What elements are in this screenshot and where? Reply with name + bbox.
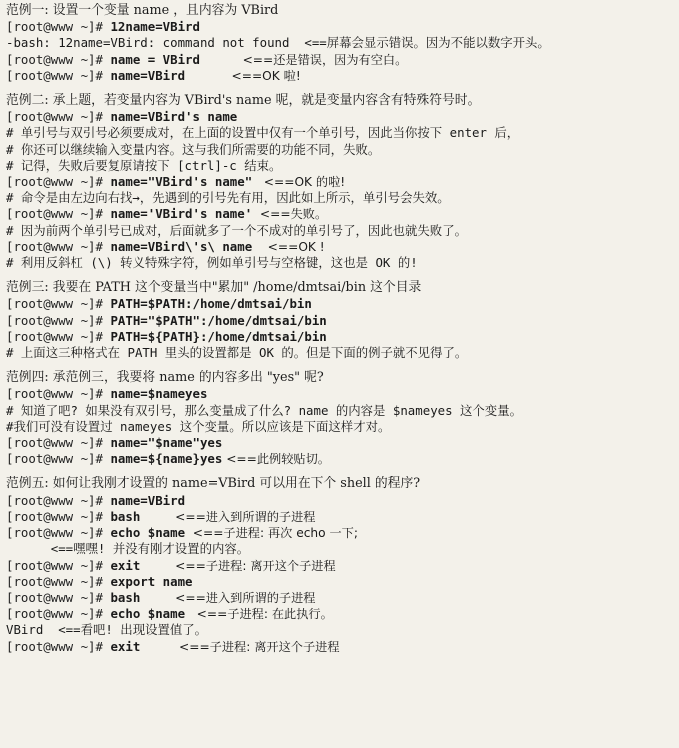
command-line — [6, 52, 673, 68]
example-section-1 — [6, 3, 673, 84]
output-line: # 单引号与双引号必须要成对，在上面的设置中仅有一个单引号，因此当你按下 enter 后， — [6, 125, 520, 141]
command-text: exit — [110, 557, 141, 573]
command-text: name=VBird — [110, 492, 186, 508]
command-note: <==还是错误，因为有空白。 — [199, 52, 408, 67]
shell-prompt: [root@www ~]# — [6, 525, 111, 541]
command-note: <==进入到所谓的子进程 — [140, 509, 316, 524]
command-note: <==OK 的啦! — [252, 175, 346, 190]
command-note: <==此例较贴切。 — [222, 452, 330, 467]
command-line — [6, 590, 673, 606]
command-line — [6, 68, 673, 84]
shell-prompt: [root@www ~]# — [6, 386, 111, 402]
shell-prompt: [root@www ~]# — [6, 638, 111, 654]
command-line — [6, 509, 673, 525]
command-line — [6, 558, 673, 574]
command-text: echo $name — [110, 525, 186, 541]
command-line — [6, 19, 673, 35]
shell-prompt: [root@www ~]# — [6, 109, 111, 125]
output-line: # 利用反斜杠 (\) 转义特殊字符，例如单引号与空格键，这也是 OK 的! — [6, 255, 418, 271]
shell-prompt: [root@www ~]# — [6, 589, 111, 605]
command-line — [6, 435, 673, 451]
shell-prompt: [root@www ~]# — [6, 296, 111, 312]
output-line: # 上面这三种格式在 PATH 里头的设置都是 OK 的。但是下面的例子就不见得了。 — [6, 345, 468, 361]
command-text: name=VBird\'s\ name — [110, 238, 253, 254]
command-note: <==子进程: 离开这个子进程 — [140, 558, 336, 573]
command-text: PATH=$PATH:/home/dmtsai/bin — [110, 296, 312, 312]
command-line — [6, 451, 673, 467]
command-text: PATH=${PATH}:/home/dmtsai/bin — [110, 328, 327, 344]
command-text: name="$name"yes — [110, 435, 223, 451]
shell-prompt: [root@www ~]# — [6, 451, 111, 467]
output-line: <==嘿嘿! 并没有刚才设置的内容。 — [6, 541, 250, 557]
command-text: name = VBird — [110, 51, 200, 67]
command-note: <==进入到所谓的子进程 — [140, 590, 316, 605]
shell-prompt: [root@www ~]# — [6, 606, 111, 622]
command-note: <==子进程: 在此执行。 — [185, 607, 333, 622]
output-line: # 知道了吧? 如果没有双引号，那么变量成了什么? name 的内容是 $nameyes 这个变量。 — [6, 402, 522, 418]
shell-prompt: [root@www ~]# — [6, 51, 111, 67]
command-line — [6, 174, 673, 190]
command-text: name=VBird's name — [110, 109, 238, 125]
shell-prompt: [root@www ~]# — [6, 238, 111, 254]
command-text: name=$nameyes — [110, 386, 208, 402]
output-line: VBird <==看吧! 出现设置值了。 — [6, 622, 208, 638]
example-title: 范例四: 承范例三，我要将 name 的内容多出 "yes" 呢? — [6, 370, 324, 386]
output-line: # 记得，失败后要复原请按下 [ctrl]-c 结束。 — [6, 157, 282, 173]
command-line — [6, 109, 673, 125]
command-line — [6, 329, 673, 345]
command-line — [6, 606, 673, 622]
shell-prompt: [root@www ~]# — [6, 492, 111, 508]
command-line — [6, 386, 673, 402]
shell-prompt: [root@www ~]# — [6, 328, 111, 344]
example-section-3 — [6, 280, 673, 361]
shell-prompt: [root@www ~]# — [6, 67, 111, 83]
command-text: echo $name — [110, 606, 186, 622]
example-title: 范例二: 承上题，若变量内容为 VBird's name 呢，就是变量内容含有特殊符号时。 — [6, 93, 481, 109]
output-line: # 命令是由左边向右找→，先遇到的引号先有用，因此如上所示，单引号会失效。 — [6, 190, 450, 206]
command-text: 12name=VBird — [110, 19, 200, 35]
example-title: 范例一: 设置一个变量 name ，且内容为 VBird — [6, 3, 279, 18]
command-note: <==OK 啦! — [185, 68, 301, 83]
shell-prompt: [root@www ~]# — [6, 174, 111, 190]
command-line — [6, 493, 673, 509]
shell-prompt: [root@www ~]# — [6, 557, 111, 573]
command-line — [6, 574, 673, 590]
command-note: <==子进程: 再次 echo 一下; — [185, 526, 358, 541]
shell-prompt: [root@www ~]# — [6, 435, 111, 451]
output-line: # 你还可以继续输入变量内容。这与我们所需要的功能不同，失败。 — [6, 141, 381, 157]
example-title: 范例三: 我要在 PATH 这个变量当中"累加" /home/dmtsai/bin 这个目录 — [6, 280, 422, 296]
command-text: name="VBird's name" — [110, 174, 253, 190]
command-note: <==子进程: 离开这个子进程 — [140, 639, 340, 654]
command-text: name='VBird's name' — [110, 206, 253, 222]
command-text: name=${name}yes — [110, 451, 223, 467]
output-line: # 因为前两个单引号已成对，后面就多了一个不成对的单引号了，因此也就失败了。 — [6, 222, 467, 238]
shell-prompt: [root@www ~]# — [6, 573, 111, 589]
shell-prompt: [root@www ~]# — [6, 312, 111, 328]
command-line — [6, 239, 673, 255]
command-line — [6, 639, 673, 655]
output-line: #我们可没有设置过 nameyes 这个变量。所以应该是下面这样才对。 — [6, 418, 391, 434]
shell-prompt: [root@www ~]# — [6, 206, 111, 222]
command-text: PATH="$PATH":/home/dmtsai/bin — [110, 312, 327, 328]
command-note: <==失败。 — [252, 207, 328, 222]
command-line — [6, 525, 673, 541]
command-note: <==OK ! — [252, 239, 325, 254]
shell-prompt: [root@www ~]# — [6, 508, 111, 524]
command-line — [6, 296, 673, 312]
command-text: bash — [110, 589, 141, 605]
output-line: -bash: 12name=VBird: command not found <==屏幕会显示错误。因为不能以数字开头。 — [6, 35, 550, 51]
command-text: name=VBird — [110, 67, 186, 83]
command-line — [6, 206, 673, 222]
command-text: bash — [110, 508, 141, 524]
example-section-2 — [6, 93, 673, 271]
example-section-5 — [6, 476, 673, 654]
example-section-4 — [6, 370, 673, 467]
command-line — [6, 313, 673, 329]
example-title: 范例五: 如何让我刚才设置的 name=VBird 可以用在下个 shell 的程序? — [6, 476, 421, 492]
shell-prompt: [root@www ~]# — [6, 19, 111, 35]
command-text: exit — [110, 638, 141, 654]
command-text: export name — [110, 573, 193, 589]
